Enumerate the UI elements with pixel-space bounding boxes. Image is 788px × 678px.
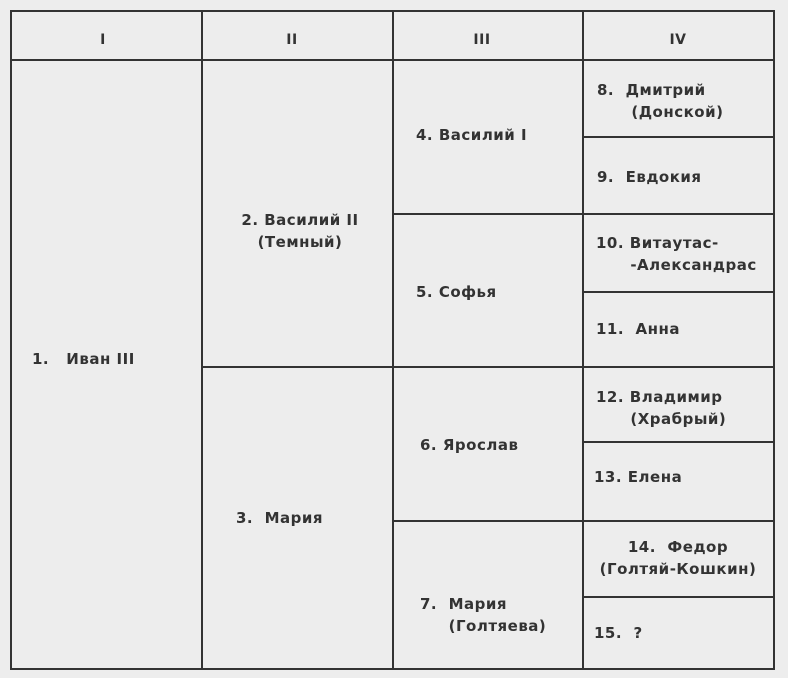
person-name-13: 13. Елена (594, 468, 683, 486)
person-name-14: 14. Федор (Голтяй-Кошкин) (599, 538, 757, 578)
person-name-5: 5. Софья (416, 283, 497, 301)
person-name-11: 11. Анна (596, 320, 680, 338)
person-name-7: 7. Мария (Голтяева) (420, 595, 547, 635)
person-name-3: 3. Мария (236, 509, 324, 527)
person-name-2: 2. Василий II (Темный) (241, 211, 359, 251)
generation-label-3: III (473, 32, 491, 48)
person-name-1: 1. Иван III (32, 350, 135, 368)
generation-label-4: IV (669, 32, 687, 48)
generation-label-1: I (100, 32, 106, 48)
person-name-9: 9. Евдокия (597, 168, 702, 186)
person-name-15: 15. ? (594, 624, 643, 642)
header-cell-gen-1 (10, 10, 203, 61)
person-name-10: 10. Витаутас- -Александрас (596, 234, 757, 274)
person-name-8: 8. Дмитрий (Донской) (597, 81, 724, 121)
generation-label-2: II (286, 32, 298, 48)
person-name-12: 12. Владимир (Храбрый) (596, 388, 727, 428)
person-name-6: 6. Ярослав (420, 436, 519, 454)
person-name-4: 4. Василий I (416, 126, 528, 144)
